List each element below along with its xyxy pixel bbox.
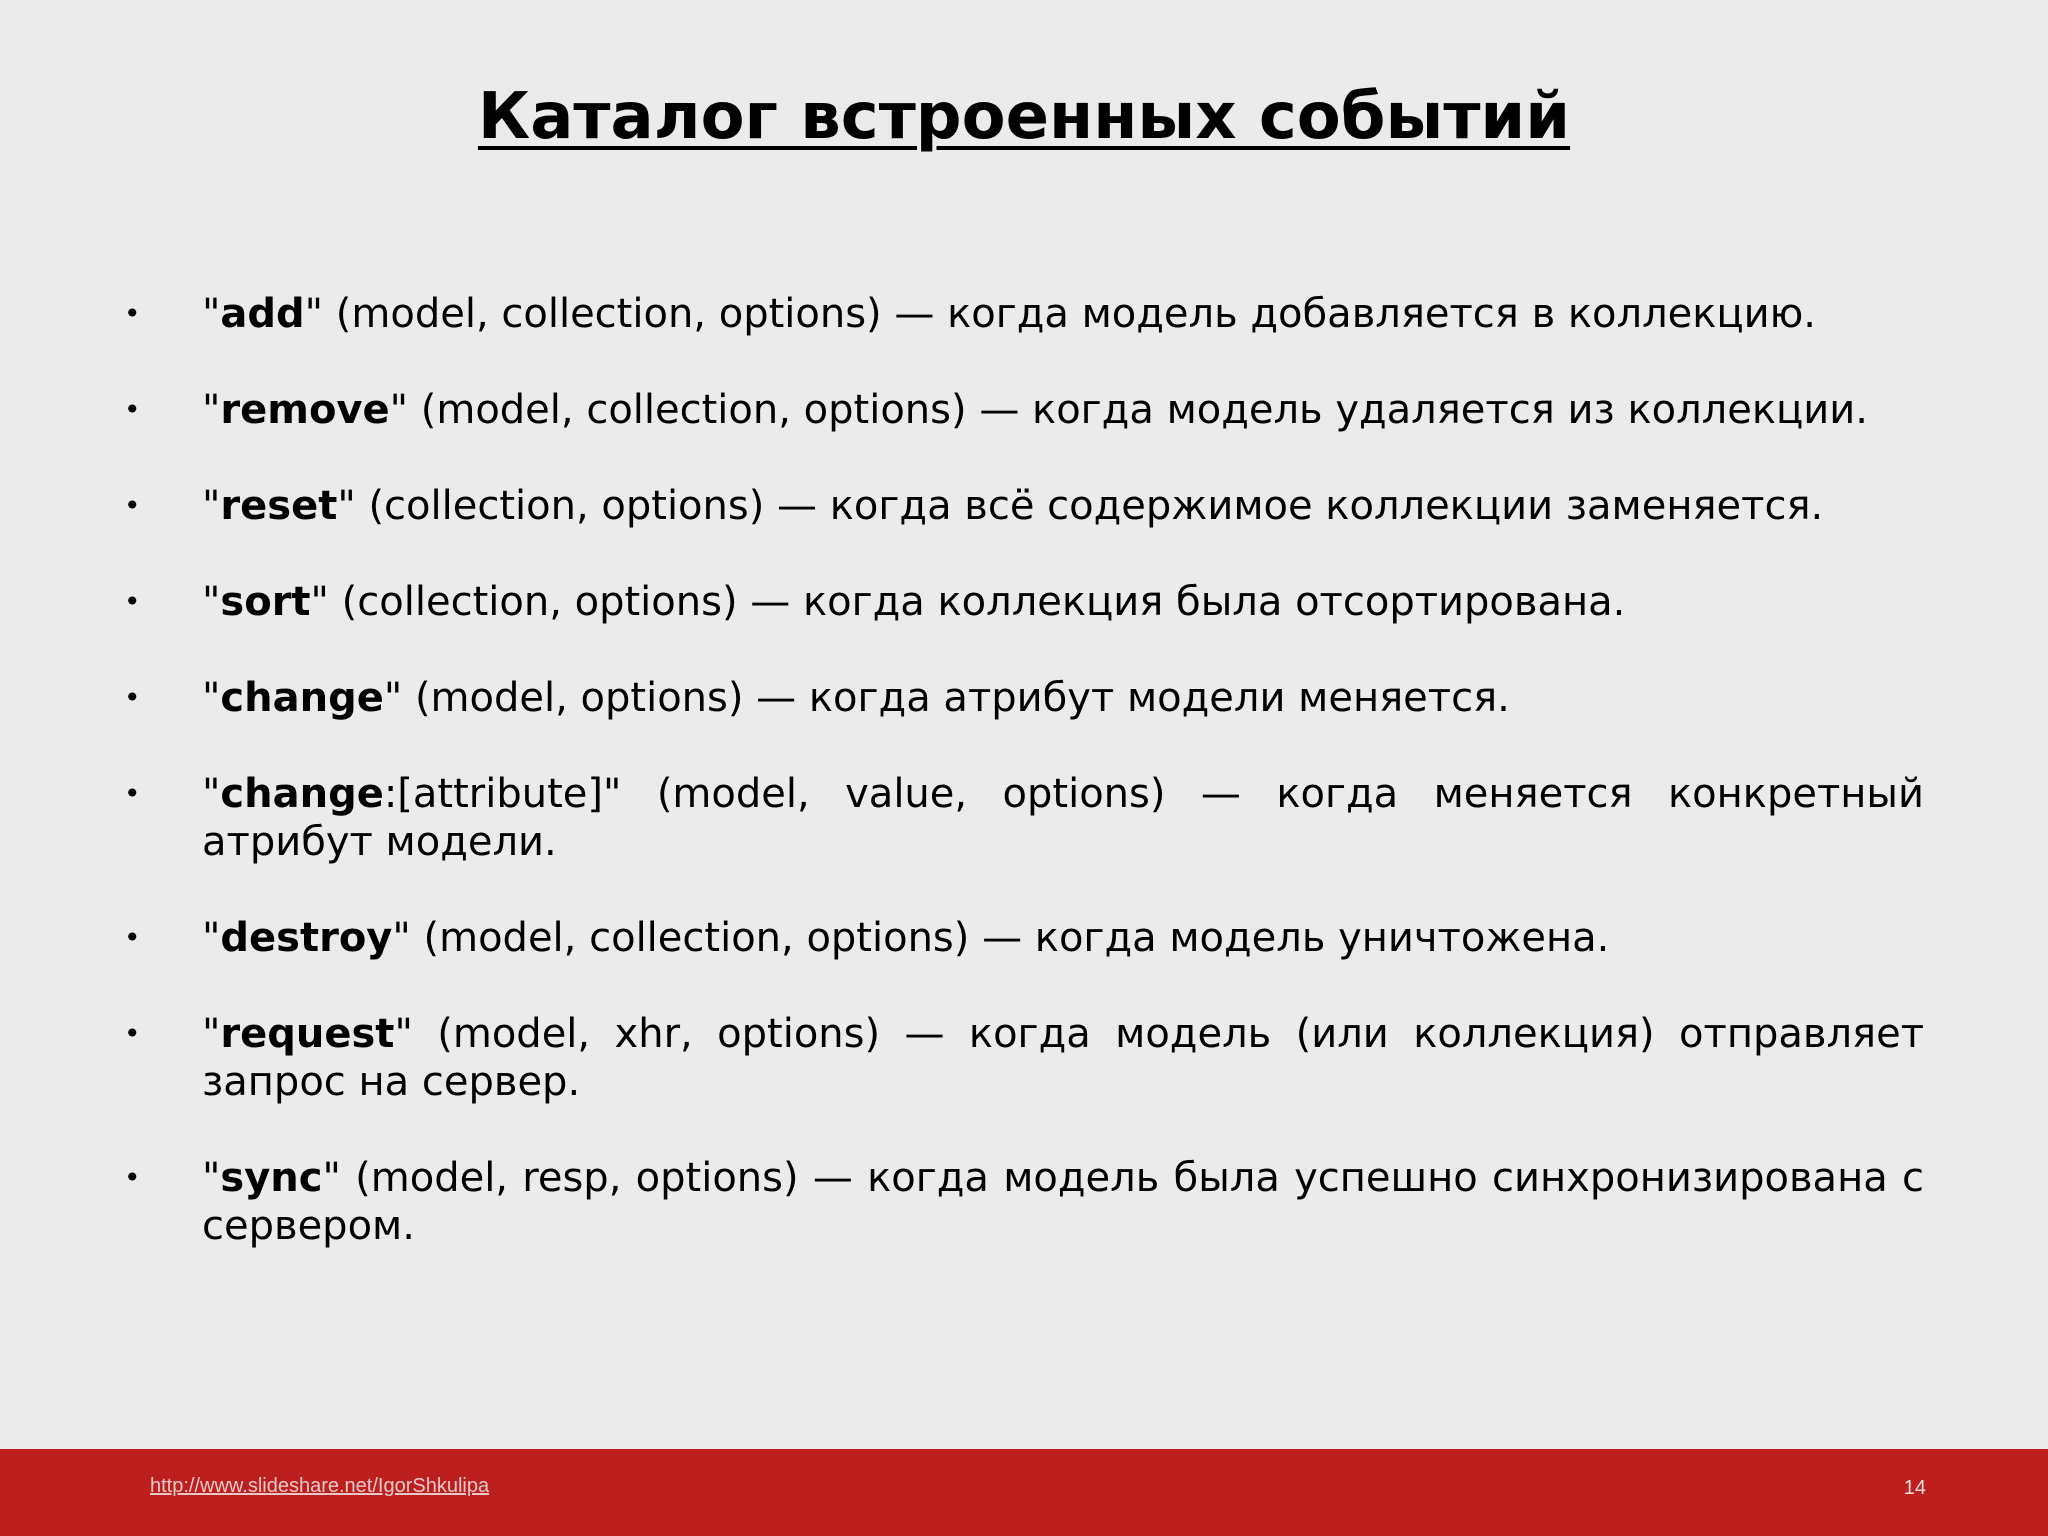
list-item (0, 482, 1924, 530)
quote-close: " (394, 1011, 413, 1057)
event-name: request (220, 1011, 395, 1057)
bullet-icon: • (124, 1017, 141, 1050)
bullet-icon: • (124, 393, 141, 426)
quote-close: " (310, 579, 329, 625)
event-description: (model, resp, options) — когда модель была успешно синхронизирована с сервером. (202, 1155, 1924, 1249)
quote-close: " (322, 1155, 341, 1201)
quote-close: " (337, 483, 356, 529)
event-name: reset (220, 483, 338, 529)
quote-close: " (389, 387, 409, 433)
event-description: (model, collection, options) — когда модель удаляется из коллекции. (408, 387, 1868, 433)
quote-open: " (202, 1011, 221, 1057)
list-item (0, 290, 1924, 338)
slide-title: Каталог встроенных событий (477, 80, 1571, 154)
event-name: add (220, 291, 305, 337)
footer-bar (0, 1449, 2048, 1536)
bullet-icon: • (124, 921, 141, 954)
quote-open: " (202, 291, 221, 337)
event-description: (model, xhr, options) — когда модель (или коллекция) отправляет запрос на сервер. (202, 1011, 1924, 1105)
list-item (0, 578, 1924, 626)
event-description: (model, value, options) — когда меняется конкретный атрибут модели. (202, 771, 1924, 865)
quote-open: " (202, 483, 221, 529)
quote-close: " (304, 291, 324, 337)
bullet-icon: • (124, 1161, 141, 1194)
quote-open: " (202, 579, 221, 625)
quote-open: " (202, 387, 221, 433)
list-item (0, 1154, 1924, 1250)
event-name: destroy (220, 915, 393, 961)
footer-source-link[interactable]: http://www.slideshare.net/IgorShkulipa (150, 1475, 490, 1497)
quote-close: " (392, 915, 411, 961)
page-number: 14 (1903, 1477, 1926, 1499)
event-description: (model, options) — когда атрибут модели меняется. (402, 675, 1510, 721)
event-name: sync (220, 1155, 323, 1201)
bullet-icon: • (124, 489, 141, 522)
list-item (0, 674, 1924, 722)
bullet-icon: • (124, 681, 141, 714)
event-description: (model, collection, options) — когда модель добавляется в коллекцию. (323, 291, 1817, 337)
event-name: change (220, 771, 384, 817)
event-description: (collection, options) — когда коллекция была отсортирована. (328, 579, 1626, 625)
list-item (0, 770, 1924, 866)
quote-open: " (202, 1155, 221, 1201)
quote-close: :[attribute]" (383, 771, 622, 817)
event-description: (model, collection, options) — когда модель уничтожена. (410, 915, 1610, 961)
bullet-icon: • (124, 297, 141, 330)
quote-open: " (202, 675, 221, 721)
bullet-icon: • (124, 585, 141, 618)
event-name: sort (220, 579, 311, 625)
event-description: (collection, options) — когда всё содержимое коллекции заменяется. (355, 483, 1824, 529)
quote-open: " (202, 771, 221, 817)
list-item (0, 914, 1924, 962)
list-item (0, 386, 1924, 434)
list-item (0, 1010, 1924, 1106)
bullet-icon: • (124, 777, 141, 810)
event-name: change (220, 675, 384, 721)
event-name: remove (220, 387, 390, 433)
event-list (0, 290, 2048, 1298)
quote-open: " (202, 915, 221, 961)
quote-close: " (383, 675, 403, 721)
